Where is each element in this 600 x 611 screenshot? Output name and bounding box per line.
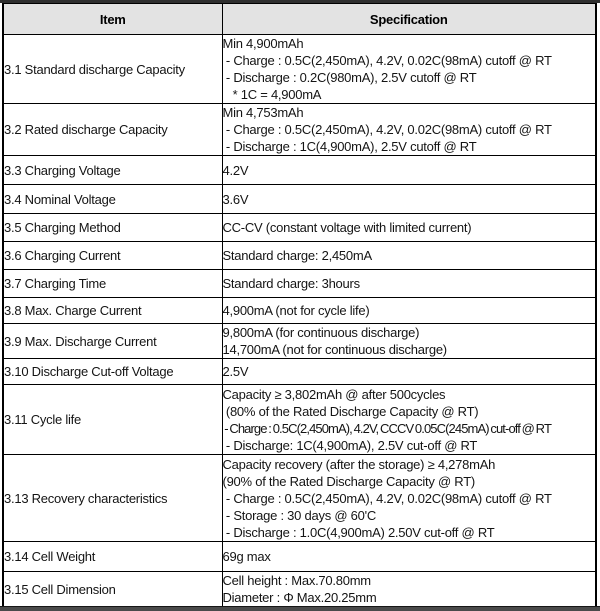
battery-spec-table bbox=[2, 3, 597, 609]
item-cell: 3.7 Charging Time bbox=[3, 270, 222, 298]
spec-cell: Standard charge: 2,450mA bbox=[222, 242, 596, 270]
table-row bbox=[3, 185, 596, 214]
item-cell: 3.15 Cell Dimension bbox=[3, 572, 222, 608]
table-row bbox=[3, 385, 596, 455]
item-cell: 3.11 Cycle life bbox=[3, 385, 222, 455]
spec-cell: Cell height : Max.70.80mm Diameter : Φ Max.20.25mm bbox=[222, 572, 596, 608]
column-header-specification: Specification bbox=[222, 4, 596, 35]
spec-cell: 4,900mA (not for cycle life) bbox=[222, 298, 596, 324]
table-bottom-border bbox=[0, 606, 600, 611]
spec-cell: 4.2V bbox=[222, 156, 596, 185]
item-cell: 3.5 Charging Method bbox=[3, 214, 222, 242]
spec-cell: 9,800mA (for continuous discharge) 14,700mA (not for continuous discharge) bbox=[222, 324, 596, 359]
table-row bbox=[3, 542, 596, 572]
header-row bbox=[3, 4, 596, 35]
table-row bbox=[3, 214, 596, 242]
item-cell: 3.3 Charging Voltage bbox=[3, 156, 222, 185]
table-row bbox=[3, 156, 596, 185]
item-cell: 3.13 Recovery characteristics bbox=[3, 455, 222, 542]
item-cell: 3.9 Max. Discharge Current bbox=[3, 324, 222, 359]
table-row bbox=[3, 324, 596, 359]
spec-cell: Capacity ≥ 3,802mAh @ after 500cycles (80% of the Rated Discharge Capacity @ RT) - Charge : 0.5C(2,450mA), 4.2V, CCCV 0.05C(245mA) cut-off @ RT - Discharge: 1C(4,900mA), 2.5V cut-off @ RT bbox=[222, 385, 596, 455]
table-row bbox=[3, 104, 596, 156]
table-row bbox=[3, 359, 596, 385]
spec-cell: 3.6V bbox=[222, 185, 596, 214]
item-cell: 3.14 Cell Weight bbox=[3, 542, 222, 572]
table-row bbox=[3, 242, 596, 270]
item-cell: 3.6 Charging Current bbox=[3, 242, 222, 270]
item-cell: 3.10 Discharge Cut-off Voltage bbox=[3, 359, 222, 385]
spec-cell: Min 4,753mAh - Charge : 0.5C(2,450mA), 4.2V, 0.02C(98mA) cutoff @ RT - Discharge : 1C(4,900mA), 2.5V cutoff @ RT bbox=[222, 104, 596, 156]
spec-cell: 2.5V bbox=[222, 359, 596, 385]
table-row bbox=[3, 455, 596, 542]
table-row bbox=[3, 35, 596, 104]
item-cell: 3.4 Nominal Voltage bbox=[3, 185, 222, 214]
spec-cell: Min 4,900mAh - Charge : 0.5C(2,450mA), 4.2V, 0.02C(98mA) cutoff @ RT - Discharge : 0.2C(980mA), 2.5V cutoff @ RT * 1C = 4,900mA bbox=[222, 35, 596, 104]
column-header-item: Item bbox=[3, 4, 222, 35]
table-row bbox=[3, 572, 596, 608]
spec-cell: Standard charge: 3hours bbox=[222, 270, 596, 298]
item-cell: 3.2 Rated discharge Capacity bbox=[3, 104, 222, 156]
spec-cell: 69g max bbox=[222, 542, 596, 572]
spec-cell: CC-CV (constant voltage with limited current) bbox=[222, 214, 596, 242]
spec-cell: Capacity recovery (after the storage) ≥ 4,278mAh (90% of the Rated Discharge Capacity @ RT) - Charge : 0.5C(2,450mA), 4.2V, 0.02C(98mA) cutoff @ RT - Storage : 30 days @ 60'C - Discharge : 1.0C(4,900mA) 2.50V cut-off @ RT bbox=[222, 455, 596, 542]
item-cell: 3.1 Standard discharge Capacity bbox=[3, 35, 222, 104]
item-cell: 3.8 Max. Charge Current bbox=[3, 298, 222, 324]
table-row bbox=[3, 298, 596, 324]
table-row bbox=[3, 270, 596, 298]
